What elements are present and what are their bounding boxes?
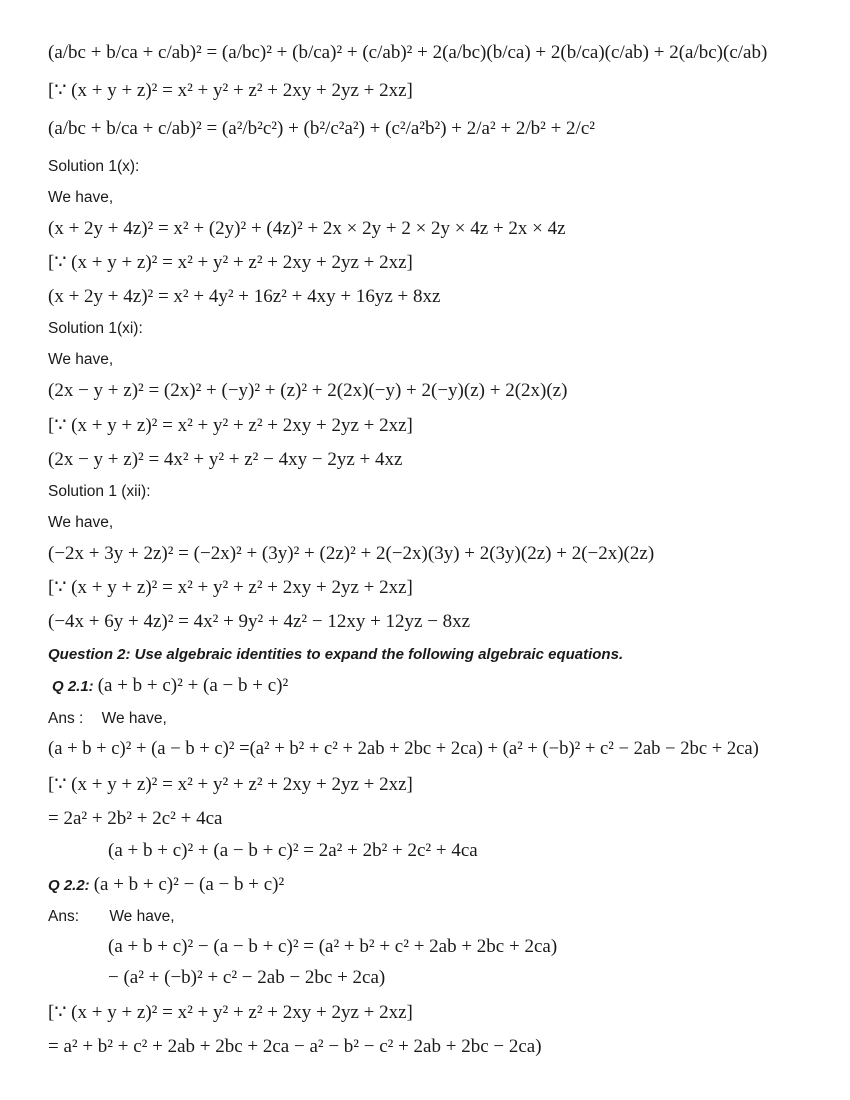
sub-question-label: Q 2.2:	[48, 877, 90, 894]
solution-heading: Solution 1 (xii):	[48, 483, 151, 500]
we-have-text: We have,	[109, 908, 175, 925]
solution-heading: Solution 1(x):	[48, 158, 140, 175]
result-line: (a + b + c)² + (a − b + c)² = 2a² + 2b² + 2c² + 4ca	[108, 840, 478, 861]
answer-label: Ans :	[48, 710, 84, 727]
equation-line: (a/bc + b/ca + c/ab)² = (a/bc)² + (b/ca)² + (c/ab)² + 2(a/bc)(b/ca) + 2(b/ca)(c/ab) + 2(a/bc)(c/ab)	[48, 42, 768, 63]
identity-line: [∵ (x + y + z)² = x² + y² + z² + 2xy + 2yz + 2xz]	[48, 80, 413, 101]
question-heading: Question 2: Use algebraic identities to expand the following algebraic equations.	[48, 646, 624, 663]
equation-line: (2x − y + z)² = 4x² + y² + z² − 4xy − 2yz + 4xz	[48, 449, 403, 470]
identity-line: [∵ (x + y + z)² = x² + y² + z² + 2xy + 2yz + 2xz]	[48, 774, 413, 795]
sub-question-expression: (a + b + c)² + (a − b + c)²	[97, 675, 289, 696]
we-have-text: We have,	[48, 351, 114, 368]
sub-question-label: Q 2.1:	[52, 678, 94, 695]
equation-line: (x + 2y + 4z)² = x² + (2y)² + (4z)² + 2x × 2y + 2 × 2y × 4z + 2x × 4z	[48, 218, 566, 239]
sub-question	[52, 676, 288, 695]
we-have-text: We have,	[48, 514, 114, 531]
solution-heading: Solution 1(xi):	[48, 320, 143, 337]
equation-line: = 2a² + 2b² + 2c² + 4ca	[48, 808, 223, 829]
equation-line: (−4x + 6y + 4z)² = 4x² + 9y² + 4z² − 12xy + 12yz − 8xz	[48, 611, 471, 632]
answer-label: Ans:	[48, 908, 80, 925]
equation-line: (a/bc + b/ca + c/ab)² = (a²/b²c²) + (b²/c²a²) + (c²/a²b²) + 2/a² + 2/b² + 2/c²	[48, 118, 595, 139]
identity-line: [∵ (x + y + z)² = x² + y² + z² + 2xy + 2yz + 2xz]	[48, 252, 413, 273]
identity-line: [∵ (x + y + z)² = x² + y² + z² + 2xy + 2yz + 2xz]	[48, 1002, 413, 1023]
equation-line: (2x − y + z)² = (2x)² + (−y)² + (z)² + 2(2x)(−y) + 2(−y)(z) + 2(2x)(z)	[48, 380, 568, 401]
equation-line: (x + 2y + 4z)² = x² + 4y² + 16z² + 4xy + 16yz + 8xz	[48, 286, 441, 307]
sub-question-expression: (a + b + c)² − (a − b + c)²	[93, 874, 285, 895]
sub-question	[48, 875, 284, 894]
we-have-text: We have,	[48, 189, 114, 206]
equation-line: (a + b + c)² + (a − b + c)² =(a² + b² + c² + 2ab + 2bc + 2ca) + (a² + (−b)² + c² − 2ab − 2bc + 2ca)	[48, 738, 759, 759]
equation-continuation: − (a² + (−b)² + c² − 2ab − 2bc + 2ca)	[108, 967, 386, 988]
equation-line: (a + b + c)² − (a − b + c)² = (a² + b² + c² + 2ab + 2bc + 2ca)	[108, 936, 558, 957]
answer-line	[48, 711, 167, 727]
equation-line: = a² + b² + c² + 2ab + 2bc + 2ca − a² − b² − c² + 2ab + 2bc − 2ca)	[48, 1036, 542, 1057]
answer-line	[48, 909, 175, 925]
equation-line: (−2x + 3y + 2z)² = (−2x)² + (3y)² + (2z)² + 2(−2x)(3y) + 2(3y)(2z) + 2(−2x)(2z)	[48, 543, 655, 564]
we-have-text: We have,	[101, 710, 167, 727]
identity-line: [∵ (x + y + z)² = x² + y² + z² + 2xy + 2yz + 2xz]	[48, 415, 413, 436]
identity-line: [∵ (x + y + z)² = x² + y² + z² + 2xy + 2yz + 2xz]	[48, 577, 413, 598]
